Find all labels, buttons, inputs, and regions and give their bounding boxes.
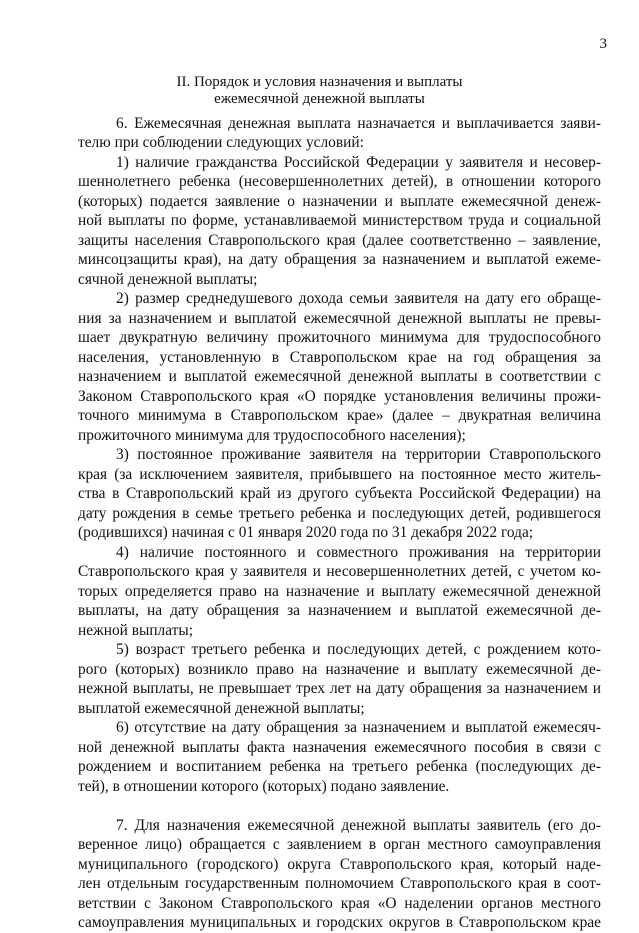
text-line: нежной выплаты; xyxy=(78,622,194,639)
text-line: веренное лицо) обращается с заявлением в орган местного самоуправления xyxy=(78,836,601,853)
text-line: 4) наличие постоянного и совместного проживания на территории xyxy=(116,544,601,561)
text-line: 3) постоянное проживание заявителя на территории Ставропольского xyxy=(116,446,601,463)
text-line: 7. Для назначения ежемесячной денежной выплаты заявитель (его до- xyxy=(116,817,601,834)
text-line: 2) размер среднедушевого дохода семьи заявителя на дату его обраще- xyxy=(116,290,601,307)
text-line: (родившихся) начиная с 01 января 2020 года по 31 декабря 2022 года; xyxy=(78,524,534,541)
text-line: телю при соблюдении следующих условий: xyxy=(78,134,364,151)
text-line: торых определяется право на назначение и выплату ежемесячной денежной xyxy=(78,583,601,600)
text-line: нежной выплаты, не превышает трех лет на дату обращения за назначением и xyxy=(78,680,601,697)
text-line: ной выплаты по форме, устанавливаемой министерством труда и социальной xyxy=(78,212,601,229)
text-line: выплатой ежемесячной денежной выплаты; xyxy=(78,700,365,717)
text-line: Ставропольского края у заявителя и несовершеннолетних детей, с учетом ко- xyxy=(78,563,601,580)
text-line: дату рождения в семье третьего ребенка и последующих детей, родившегося xyxy=(78,505,601,522)
text-line: назначением и выплатой ежемесячной денежной выплаты в соответствии с xyxy=(78,368,601,385)
text-line: точного минимума в Ставропольском крае» (далее – двукратная величина xyxy=(78,407,601,424)
text-line: 5) возраст третьего ребенка и последующих детей, с рождением кото- xyxy=(116,641,601,658)
text-line: 6. Ежемесячная денежная выплата назначается и выплачивается заяви- xyxy=(116,115,601,132)
text-line: 6) отсутствие на дату обращения за назначением и выплатой ежемесяч- xyxy=(116,719,601,736)
text-line: шеннолетнего ребенка (несовершеннолетних детей), в отношении которого xyxy=(78,173,601,190)
text-line: края (за исключением заявителя, прибывшего на постоянное место житель- xyxy=(78,466,601,483)
text-line: ства в Ставропольский край из другого субъекта Российской Федерации) на xyxy=(78,485,601,502)
text-line: прожиточного минимума для трудоспособного населения); xyxy=(78,427,466,444)
text-line: ния за назначением и выплатой ежемесячной денежной выплаты не превы- xyxy=(78,310,601,327)
text-line: сячной денежной выплаты; xyxy=(78,271,258,288)
text-line: (которых) подается заявление о назначении и выплате ежемесячной денеж- xyxy=(78,193,601,210)
section-title-line-1: II. Порядок и условия назначения и выплаты xyxy=(176,74,463,90)
section-title-line-2: ежемесячной денежной выплаты xyxy=(214,91,425,107)
text-line: шает двукратную величину прожиточного минимума для трудоспособного xyxy=(78,329,601,346)
text-line: 1) наличие гражданства Российской Федерации у заявителя и несовер- xyxy=(116,154,601,171)
text-line: тей), в отношении которого (которых) подано заявление. xyxy=(78,778,450,795)
text-line: Законом Ставропольского края «О порядке установления величины прожи- xyxy=(78,388,601,405)
text-line: выплаты, на дату обращения за назначением и выплатой ежемесячной де- xyxy=(78,602,601,619)
text-line: защиты населения Ставропольского края (далее соответственно – заявление, xyxy=(78,232,601,249)
text-line: рождением и воспитанием ребенка на третьего ребенка (последующих де- xyxy=(78,758,601,775)
text-line: рого (которых) возникло право на назначение и выплату ежемесячной де- xyxy=(78,661,601,678)
text-line: лен отдельным государственным полномочием Ставропольского края в соот- xyxy=(78,875,601,892)
text-line: самоуправления муниципальных и городских округов в Ставропольском крае xyxy=(78,914,601,931)
section-title xyxy=(0,74,639,108)
page-number: 3 xyxy=(599,36,607,52)
text-line: ной денежной выплаты факта назначения ежемесячного пособия в связи с xyxy=(78,739,601,756)
text-line: населения, установленную в Ставропольском крае на год обращения за xyxy=(78,349,601,366)
text-line: ветствии с Законом Ставропольского края «О наделении органов местного xyxy=(78,895,601,912)
text-line: минсоцзащиты края), на дату обращения за назначением и выплатой ежеме- xyxy=(78,251,601,268)
text-line: муниципального (городского) округа Ставропольского края, который наде- xyxy=(78,856,601,873)
